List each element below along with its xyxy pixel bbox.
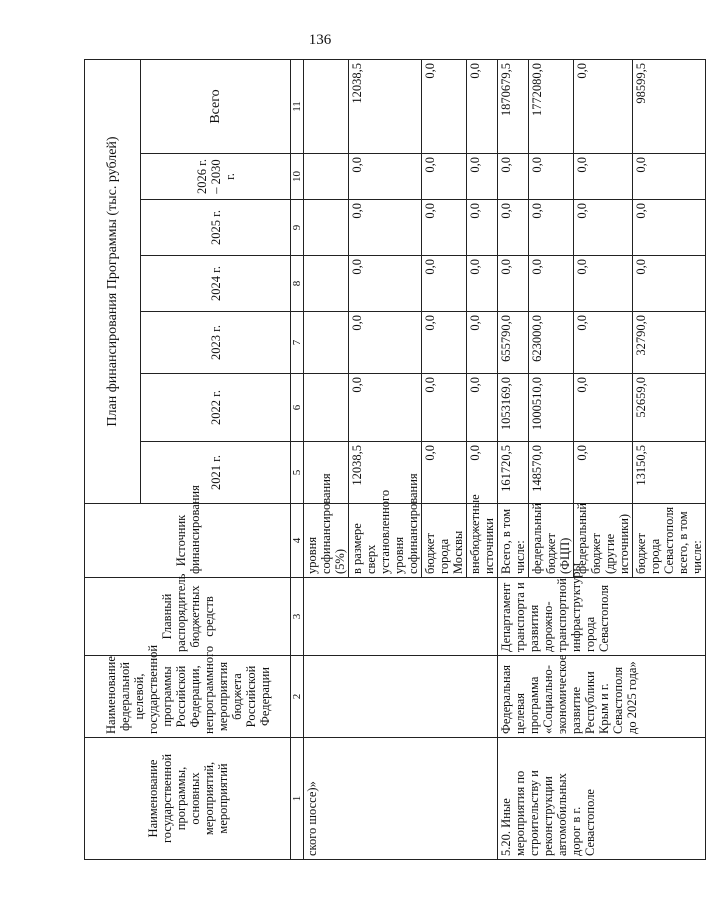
header-year-2022: 2022 г. [141,374,291,442]
header-year-2026-2030: 2026 г. – 2030 г. [141,154,291,200]
value-cell: 0,0 [422,312,467,374]
value-cell: 0,0 [529,200,574,256]
value-cell: 0,0 [574,59,633,153]
value-cell: 0,0 [467,442,498,504]
source-cell: Всего, в том числе: [498,504,529,578]
index-cell: 2 [291,656,304,738]
value-cell: 148570,0 [529,442,574,504]
value-cell: 0,0 [467,374,498,442]
value-cell: 0,0 [633,256,706,312]
block1-federal-cell [304,656,498,738]
index-cell: 7 [291,312,304,374]
block1-program-cell: ского шоссе)» [304,738,498,860]
index-cell: 5 [291,442,304,504]
table-row [304,59,349,859]
value-cell: 1772080,0 [529,59,574,153]
value-cell: 0,0 [349,312,422,374]
value-cell [304,312,349,374]
header-row-top [85,59,141,859]
header-program-name: Наименование государственной программы, основных мероприятий, мероприятий [85,738,291,860]
index-cell: 9 [291,200,304,256]
value-cell: 0,0 [467,312,498,374]
value-cell: 13150,5 [633,442,706,504]
header-financing-plan: План финансирования Программы (тыс. рублей) [85,59,141,503]
value-cell: 12038,5 [349,442,422,504]
value-cell: 98599,5 [633,59,706,153]
index-cell: 10 [291,154,304,200]
header-year-2024: 2024 г. [141,256,291,312]
value-cell: 161720,5 [498,442,529,504]
value-cell [304,374,349,442]
header-year-2021: 2021 г. [141,442,291,504]
value-cell: 0,0 [574,154,633,200]
value-cell: 0,0 [467,59,498,153]
value-cell: 1000510,0 [529,374,574,442]
index-cell: 4 [291,504,304,578]
value-cell: 0,0 [633,200,706,256]
value-cell: 0,0 [422,154,467,200]
value-cell [304,59,349,153]
header-year-2025: 2025 г. [141,200,291,256]
value-cell: 0,0 [498,154,529,200]
source-cell: в размере сверх установленного уровня софинансирования [349,504,422,578]
table-row [498,59,529,859]
value-cell: 0,0 [574,312,633,374]
column-index-row [291,59,304,859]
source-cell: бюджет города Севастополя всего, в том числе: [633,504,706,578]
value-cell: 0,0 [574,442,633,504]
value-cell: 0,0 [422,59,467,153]
rotated-table-container [84,60,705,860]
source-cell: уровня софинансирования (5%) [304,504,349,578]
value-cell: 0,0 [422,200,467,256]
value-cell: 0,0 [529,256,574,312]
page-number: 136 [308,32,332,48]
block1-manager-cell [304,578,498,656]
financing-table [84,59,706,860]
header-budget-manager: Главный распорядитель бюджетных средств [85,578,291,656]
index-cell: 8 [291,256,304,312]
value-cell: 0,0 [467,256,498,312]
source-cell: бюджет города Москвы [422,504,467,578]
index-cell: 11 [291,59,304,153]
value-cell: 52659,0 [633,374,706,442]
value-cell: 1870679,5 [498,59,529,153]
index-cell: 6 [291,374,304,442]
value-cell: 0,0 [574,200,633,256]
value-cell: 0,0 [422,256,467,312]
header-funding-source: Источник финансирования [85,504,291,578]
source-cell: внебюджетные источники [467,504,498,578]
header-federal-program: Наименование федеральной целевой, государственной программы Российской Федерации, непрограммного мероприятия бюджета Российской Федерации [85,656,291,738]
value-cell: 32790,0 [633,312,706,374]
block2-manager-cell: Департамент транспорта и развития дорожно-транспортной инфраструктуры города Севастополя [498,578,706,656]
value-cell [304,154,349,200]
value-cell: 623000,0 [529,312,574,374]
index-cell: 3 [291,578,304,656]
block2-program-cell: 5.20. Иные мероприятия по строительству и реконструкции автомобильных дорог в г. Севастополе [498,738,706,860]
value-cell: 0,0 [633,154,706,200]
index-cell: 1 [291,738,304,860]
header-total: Всего [141,59,291,153]
value-cell: 0,0 [467,200,498,256]
value-cell: 0,0 [349,374,422,442]
value-cell: 0,0 [349,154,422,200]
value-cell: 0,0 [574,374,633,442]
value-cell: 0,0 [498,256,529,312]
value-cell [304,200,349,256]
value-cell: 0,0 [349,256,422,312]
value-cell: 655790,0 [498,312,529,374]
value-cell: 1053169,0 [498,374,529,442]
value-cell: 12038,5 [349,59,422,153]
value-cell: 0,0 [498,200,529,256]
block2-federal-cell: Федеральная целевая программа «Социально-экономическое развитие Республики Крым и г. Севастополя до 2025 года» [498,656,706,738]
value-cell: 0,0 [574,256,633,312]
value-cell: 0,0 [422,442,467,504]
value-cell [304,256,349,312]
value-cell: 0,0 [349,200,422,256]
header-year-2023: 2023 г. [141,312,291,374]
source-cell: федеральный бюджет (ФЦП) [529,504,574,578]
value-cell: 0,0 [529,154,574,200]
source-cell: федеральный бюджет (другие источники) [574,504,633,578]
value-cell: 0,0 [467,154,498,200]
value-cell: 0,0 [422,374,467,442]
